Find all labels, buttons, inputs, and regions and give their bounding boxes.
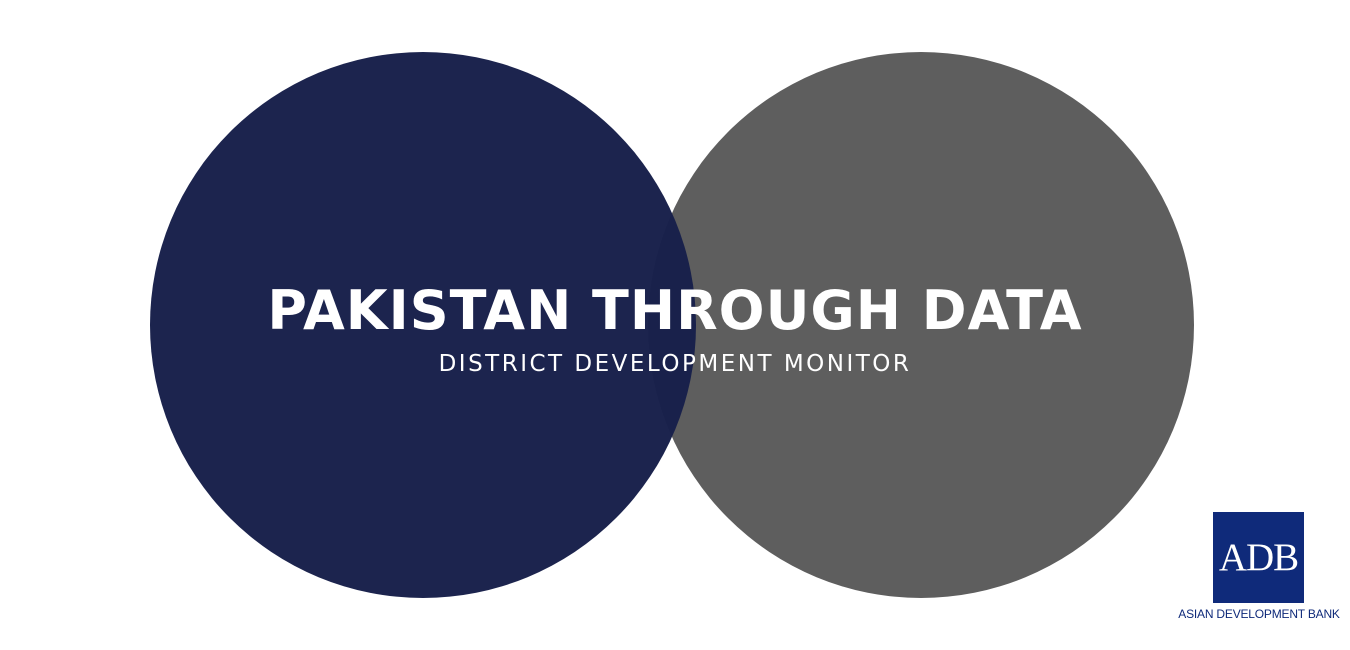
adb-logo-letters: ADB <box>1218 536 1299 579</box>
adb-logo-box <box>1213 512 1304 603</box>
banner-title: PAKISTAN THROUGH DATA <box>267 279 1083 342</box>
banner-subtitle: DISTRICT DEVELOPMENT MONITOR <box>438 351 912 377</box>
adb-logo-caption: ASIAN DEVELOPMENT BANK <box>1178 607 1340 621</box>
adb-logo <box>1174 512 1344 624</box>
